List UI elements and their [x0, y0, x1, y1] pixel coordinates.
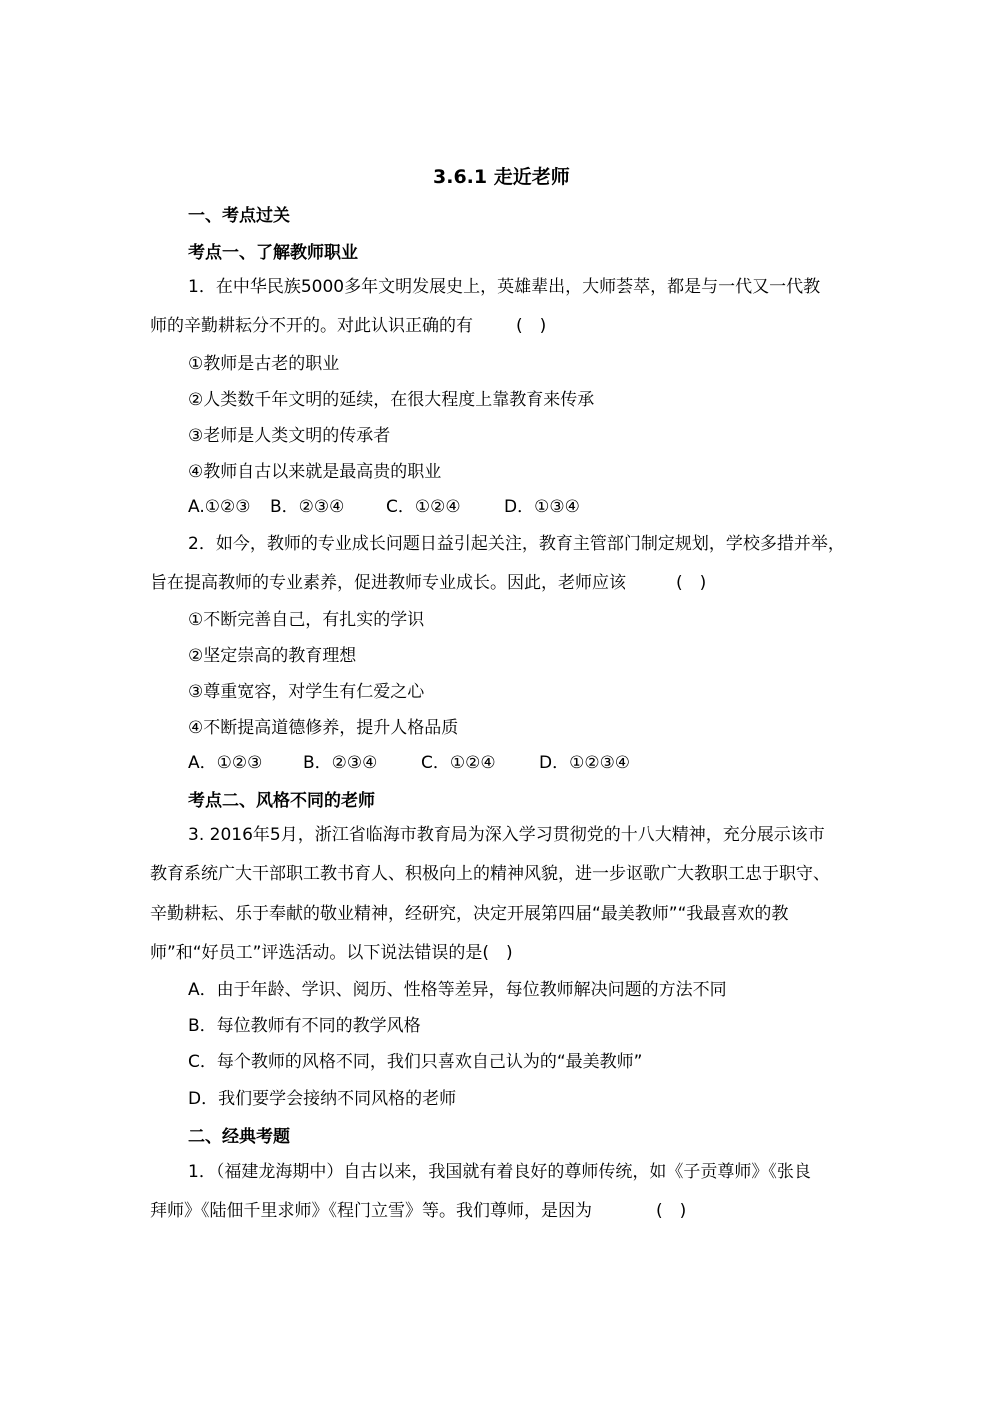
topic-heading-1: 考点一、了解教师职业 — [188, 243, 358, 263]
q4-line-2: 拜师》《陆佃千里求师》《程门立雪》等。我们尊师，是因为 — [150, 1201, 592, 1221]
q2-item: ④不断提高道德修养，提升人格品质 — [188, 718, 459, 738]
q2-option-c: C．①②④ — [421, 753, 496, 773]
q1-line-1: 1．在中华民族5000多年文明发展史上，英雄辈出，大师荟萃，都是与一代又一代教 — [188, 277, 821, 297]
q2-item: ②坚定崇高的教育理想 — [188, 646, 357, 666]
q1-item: ①教师是古老的职业 — [188, 354, 340, 374]
q3-line-2: 教育系统广大干部职工教书育人、积极向上的精神风貌，进一步讴歌广大教职工忠于职守、 — [150, 864, 830, 884]
section-heading-2: 二、经典考题 — [188, 1127, 290, 1147]
q1-option-d: D．①③④ — [504, 497, 580, 517]
q2-item: ①不断完善自己，有扎实的学识 — [188, 610, 425, 630]
q1-option-b: B．②③④ — [270, 497, 345, 517]
q1-option-c: C．①②④ — [386, 497, 461, 517]
q2-option-b: B．②③④ — [303, 753, 378, 773]
q2-option-a: A．①②③ — [188, 753, 263, 773]
q4-answer-paren: ( ) — [656, 1201, 687, 1221]
q1-line-2: 师的辛勤耕耘分不开的。对此认识正确的有 — [150, 316, 473, 336]
q1-item: ③老师是人类文明的传承者 — [188, 426, 391, 446]
topic-heading-2: 考点二、风格不同的老师 — [188, 791, 375, 811]
q2-line-2: 旨在提高教师的专业素养，促进教师专业成长。因此，老师应该 — [150, 573, 626, 593]
q3-option-b: B．每位教师有不同的教学风格 — [188, 1016, 421, 1036]
q1-option-a: A.①②③ — [188, 497, 251, 517]
q1-item: ②人类数千年文明的延续，在很大程度上靠教育来传承 — [188, 390, 595, 410]
q3-line-1: 3. 2016年5月，浙江省临海市教育局为深入学习贯彻党的十八大精神，充分展示该市 — [188, 825, 825, 845]
q1-answer-paren: ( ) — [516, 316, 547, 336]
doc-title: 3.6.1 走近老师 — [433, 166, 570, 188]
q4-line-1: 1．（福建龙海期中）自古以来，我国就有着良好的尊师传统，如《子贡尊师》《张良 — [188, 1162, 811, 1182]
q3-line-3: 辛勤耕耘、乐于奉献的敬业精神，经研究，决定开展第四届“最美教师”“我最喜欢的教 — [150, 904, 789, 924]
q2-line-1: 2．如今，教师的专业成长问题日益引起关注，教育主管部门制定规划，学校多措并举， — [188, 534, 845, 554]
q1-item: ④教师自古以来就是最高贵的职业 — [188, 462, 442, 482]
q2-answer-paren: ( ) — [676, 573, 707, 593]
q3-option-d: D．我们要学会接纳不同风格的老师 — [188, 1089, 457, 1109]
q3-option-a: A．由于年龄、学识、阅历、性格等差异，每位教师解决问题的方法不同 — [188, 980, 727, 1000]
q3-option-c: C．每个教师的风格不同，我们只喜欢自己认为的“最美教师” — [188, 1052, 643, 1072]
q2-item: ③尊重宽容，对学生有仁爱之心 — [188, 682, 425, 702]
section-heading-1: 一、考点过关 — [188, 206, 290, 226]
q3-line-4: 师”和“好员工”评选活动。以下说法错误的是( ) — [150, 943, 513, 963]
q2-option-d: D．①②③④ — [539, 753, 631, 773]
